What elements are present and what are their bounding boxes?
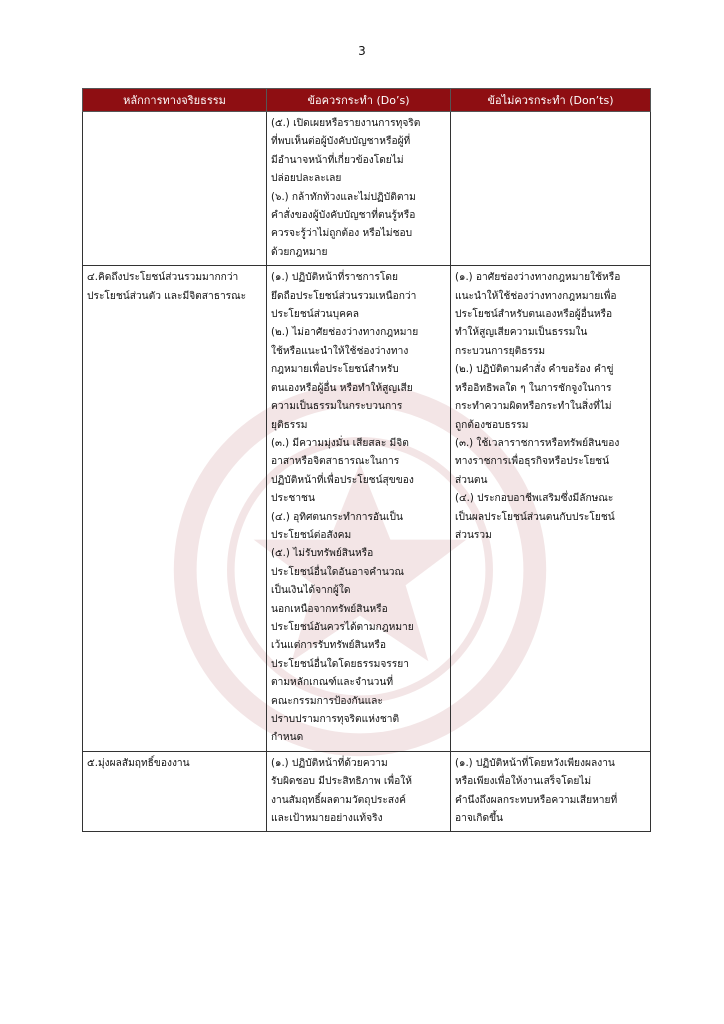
dos-cell bbox=[267, 266, 451, 752]
donts-item: (๔.) ประกอบอาชีพเสริมซึ่งมีลักษณะ เป็นผลประโยชน์ส่วนตนกับประโยชน์ ส่วนรวม bbox=[455, 493, 615, 541]
donts-cell bbox=[451, 112, 651, 266]
ethics-table bbox=[82, 88, 651, 832]
dos-cell bbox=[267, 112, 451, 266]
dos-item: (๑.) ปฏิบัติหน้าที่ด้วยความ รับผิดชอบ มีประสิทธิภาพ เพื่อให้ งานสัมฤทธิ์ผลตามวัตถุประสงค์ และเป้าหมายอย่างแท้จริง bbox=[271, 757, 412, 825]
dos-item: (๕.) ไม่รับทรัพย์สินหรือ ประโยชน์อื่นใดอันอาจคำนวณ เป็นเงินได้จากผู้ใด นอกเหนือจากทรัพย์สินหรือ ประโยชน์อันควรได้ตามกฎหมาย เว้นแต่การรับทรัพย์สินหรือ ประโยชน์อื่นใดโดยธรรมจรรยา ตามหลักเกณฑ์และจำนวนที่ คณะกรรมการป้องกันและ ปราบปรามการทุจริตแห่งชาติ กำหนด bbox=[271, 548, 414, 744]
header-principle: หลักการทางจริยธรรม bbox=[83, 89, 267, 112]
dos-item: (๓.) มีความมุ่งมั่น เสียสละ มีจิต อาสาหรือจิตสาธารณะในการ ปฏิบัติหน้าที่เพื่อประโยชน์สุขของ ประชาชน bbox=[271, 437, 414, 505]
donts-item: (๑.) อาศัยช่องว่างทางกฎหมายใช้หรือ แนะนำให้ใช้ช่องว่างทางกฎหมายเพื่อ ประโยชน์สำหรับตนเองหรือผู้อื่นหรือ ทำให้สูญเสียความเป็นธรรมใน กระบวนการยุติธรรม bbox=[455, 272, 621, 357]
donts-cell bbox=[451, 751, 651, 832]
dos-item: (๒.) ไม่อาศัยช่องว่างทางกฎหมาย ใช้หรือแนะนำให้ใช้ช่องว่างทาง กฎหมายเพื่อประโยชน์สำหรับ ตนเองหรือผู้อื่น หรือทำให้สูญเสีย ความเป็นธรรมในกระบวนการ ยุติธรรม bbox=[271, 327, 419, 431]
dos-item: (๑.) ปฏิบัติหน้าที่ราชการโดย ยึดถือประโยชน์ส่วนรวมเหนือกว่า ประโยชน์ส่วนบุคคล bbox=[271, 272, 417, 321]
dos-cell bbox=[267, 751, 451, 832]
table-header-row bbox=[83, 89, 651, 112]
header-dos: ข้อควรกระทำ (Do’s) bbox=[267, 89, 451, 112]
donts-item: (๑.) ปฏิบัติหน้าที่โดยหวังเพียงผลงาน หรือเพียงเพื่อให้งานเสร็จโดยไม่ คำนึงถึงผลกระทบหรือความเสียหายที่ อาจเกิดขึ้น bbox=[455, 757, 618, 825]
header-donts: ข้อไม่ควรกระทำ (Don’ts) bbox=[451, 89, 651, 112]
table-row bbox=[83, 266, 651, 752]
principle-cell: ๔.คิดถึงประโยชน์ส่วนรวมมากกว่า ประโยชน์ส่วนตัว และมีจิตสาธารณะ bbox=[83, 266, 267, 752]
donts-cell bbox=[451, 266, 651, 752]
donts-item: (๒.) ปฏิบัติตามคำสั่ง คำขอร้อง คำขู่ หรืออิทธิพลใด ๆ ในการชักจูงในการ กระทำความผิดหรือกระทำในสิ่งที่ไม่ ถูกต้องชอบธรรม bbox=[455, 364, 614, 431]
dos-item: (๕.) เปิดเผยหรือรายงานการทุจริต ที่พบเห็นต่อผู้บังคับบัญชาหรือผู้ที่ มีอำนาจหน้าที่เกี่ยวข้องโดยไม่ ปล่อยปละละเลย bbox=[271, 118, 421, 185]
page-number: 3 bbox=[358, 44, 366, 58]
donts-item: (๓.) ใช้เวลาราชการหรือทรัพย์สินของ ทางราชการเพื่อธุรกิจหรือประโยชน์ ส่วนตน bbox=[455, 437, 620, 486]
table-row bbox=[83, 112, 651, 266]
principle-cell: ๕.มุ่งผลสัมฤทธิ์ของงาน bbox=[83, 751, 267, 832]
dos-item: (๖.) กล้าทักท้วงและไม่ปฏิบัติตาม คำสั่งของผู้บังคับบัญชาที่ตนรู้หรือ ควรจะรู้ว่าไม่ถูกต้อง หรือไม่ชอบ ด้วยกฎหมาย bbox=[271, 191, 416, 258]
table-row bbox=[83, 751, 651, 832]
principle-cell bbox=[83, 112, 267, 266]
dos-item: (๔.) อุทิศตนกระทำการอันเป็น ประโยชน์ต่อสังคม bbox=[271, 511, 403, 541]
